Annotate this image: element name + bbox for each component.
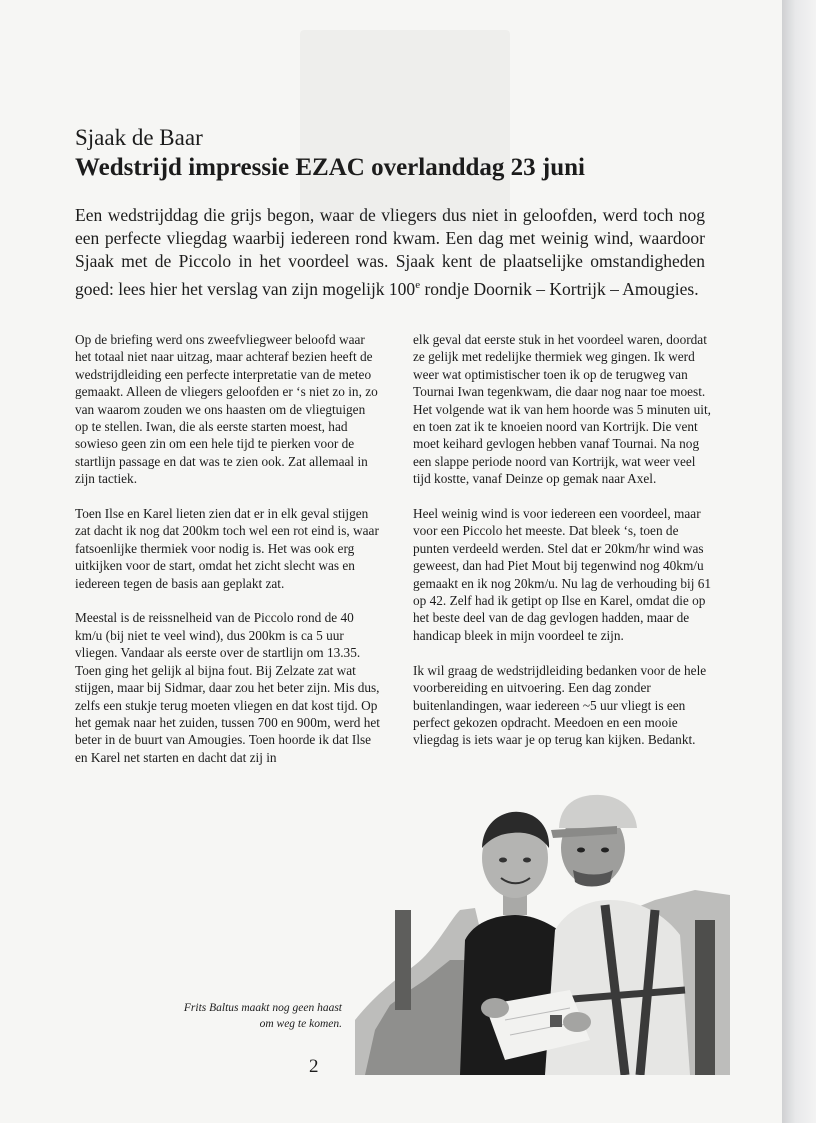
page-number: 2 <box>309 1056 319 1077</box>
paragraph: Toen Ilse en Karel lieten zien dat er in elk geval stijgen zat dacht ik nog dat 200km toch wel een rot eind is, waar fatsoenlijke thermiek voor nodig is. Het was ook erg uitkijken voor de start, omdat het zicht slecht was en iedereen tegen de basis aan geplakt zat. <box>75 506 379 591</box>
paragraph: Meestal is de reissnelheid van de Piccolo rond de 40 km/u (bij niet te veel wind), dus 200km is ca 5 uur vliegen. Vandaar als eerste over de startlijn om 13.35. Toen ging het gelijk al bijna fout. Bij Zelzate zat wat stijgen, maar bij Sidmar, daar zou het beter zijn. Mis dus, zelfs een stukje terug moeten vliegen en dat kost tijd. Op het gemak naar het zuiden, tussen 700 en 900m, werd het beter in de buurt van Amougies. Toen hoorde ik dat Ilse en Karel net starten en dacht dat zij in <box>75 610 380 765</box>
paragraph: Ik wil graag de wedstrijdleiding bedanken voor de hele voorbereiding en uitvoering. Een dag zonder buitenlandingen, waar iedereen ~5 uur vliegt is een perfect gekozen opdracht. Meedoen en een mooie vliegdag is iets waar je op terug kan kijken. Bedankt. <box>413 662 707 748</box>
article-intro <box>75 204 705 301</box>
photo-two-pilots <box>355 790 730 1075</box>
article-title: Wedstrijd impressie EZAC overlanddag 23 juni <box>75 154 585 181</box>
adjacent-page-edge <box>782 0 816 1123</box>
intro-text-end: rondje Doornik – Kortrijk – Amougies. <box>420 278 699 299</box>
intro-text: Een wedstrijddag die grijs begon, waar de vliegers dus niet in geloofden, werd toch nog een perfecte vliegdag waarbij iedereen rond kwam. Een dag met weinig wind, waardoor Sjaak met de Piccolo in het voordeel was. Sjaak kent de plaatselijke omstandigheden goed: lees hier het verslag van zijn mogelijk 100 <box>75 205 705 299</box>
article-column-left <box>75 331 380 784</box>
intro-superscript: e <box>415 278 421 291</box>
paragraph: Heel weinig wind is voor iedereen een voordeel, maar voor een Piccolo het meeste. Dat bleek ‘s, toen de punten verdeeld werden. Stel dat er 20km/hr wind was geweest, dan had Piet Mout bij tegenwind nog 40km/u gemaakt en ik nog 20km/u. Nu lag de verhouding bij 61 op 42. Zelf had ik getipt op Ilse en Karel, omdat die op het beste deel van de dag gevlogen hadden, maar de handicap bleek in mijn voordeel te zijn. <box>413 506 712 643</box>
article-author: Sjaak de Baar <box>75 125 203 150</box>
article-column-right <box>413 331 713 766</box>
bleed-through-shadow <box>300 30 510 230</box>
paragraph: elk geval dat eerste stuk in het voordeel waren, doordat ze gelijk met redelijke thermiek weg gingen. Ik werd weer wat optimistischer toen ik op de terugweg van Tournai Iwan tegenkwam, die daar nog naar toe moest. Het volgende wat ik van hem hoorde was 5 minuten uit, en toen zat ik te knoeien noord van Kortrijk. Die vent moet keihard gevlogen hebben vanaf Tournai. Na nog een slappe periode noord van Kortrijk, wat weer veel tijd kostte, vanaf Deinze op gemak naar Axel. <box>413 332 712 487</box>
paragraph: Op de briefing werd ons zweefvliegweer beloofd waar het totaal niet naar uitzag, maar achteraf bezien heeft de wedstrijdleiding een perfecte interpretatie van de meteo gemaakt. Alleen de vliegers geloofden er ‘s niet zo in, zo van waarom zouden we ons haasten om de vliegtuigen op te stellen. Iwan, die als eerste starten moest, had sowieso geen zin om een hele tijd te pierken voor de startlijn passage en dat was te zien ook. Zat allemaal in zijn tactiek. <box>75 332 378 487</box>
photo-caption: Frits Baltus maakt nog geen haast om weg te komen. <box>183 1002 342 1030</box>
